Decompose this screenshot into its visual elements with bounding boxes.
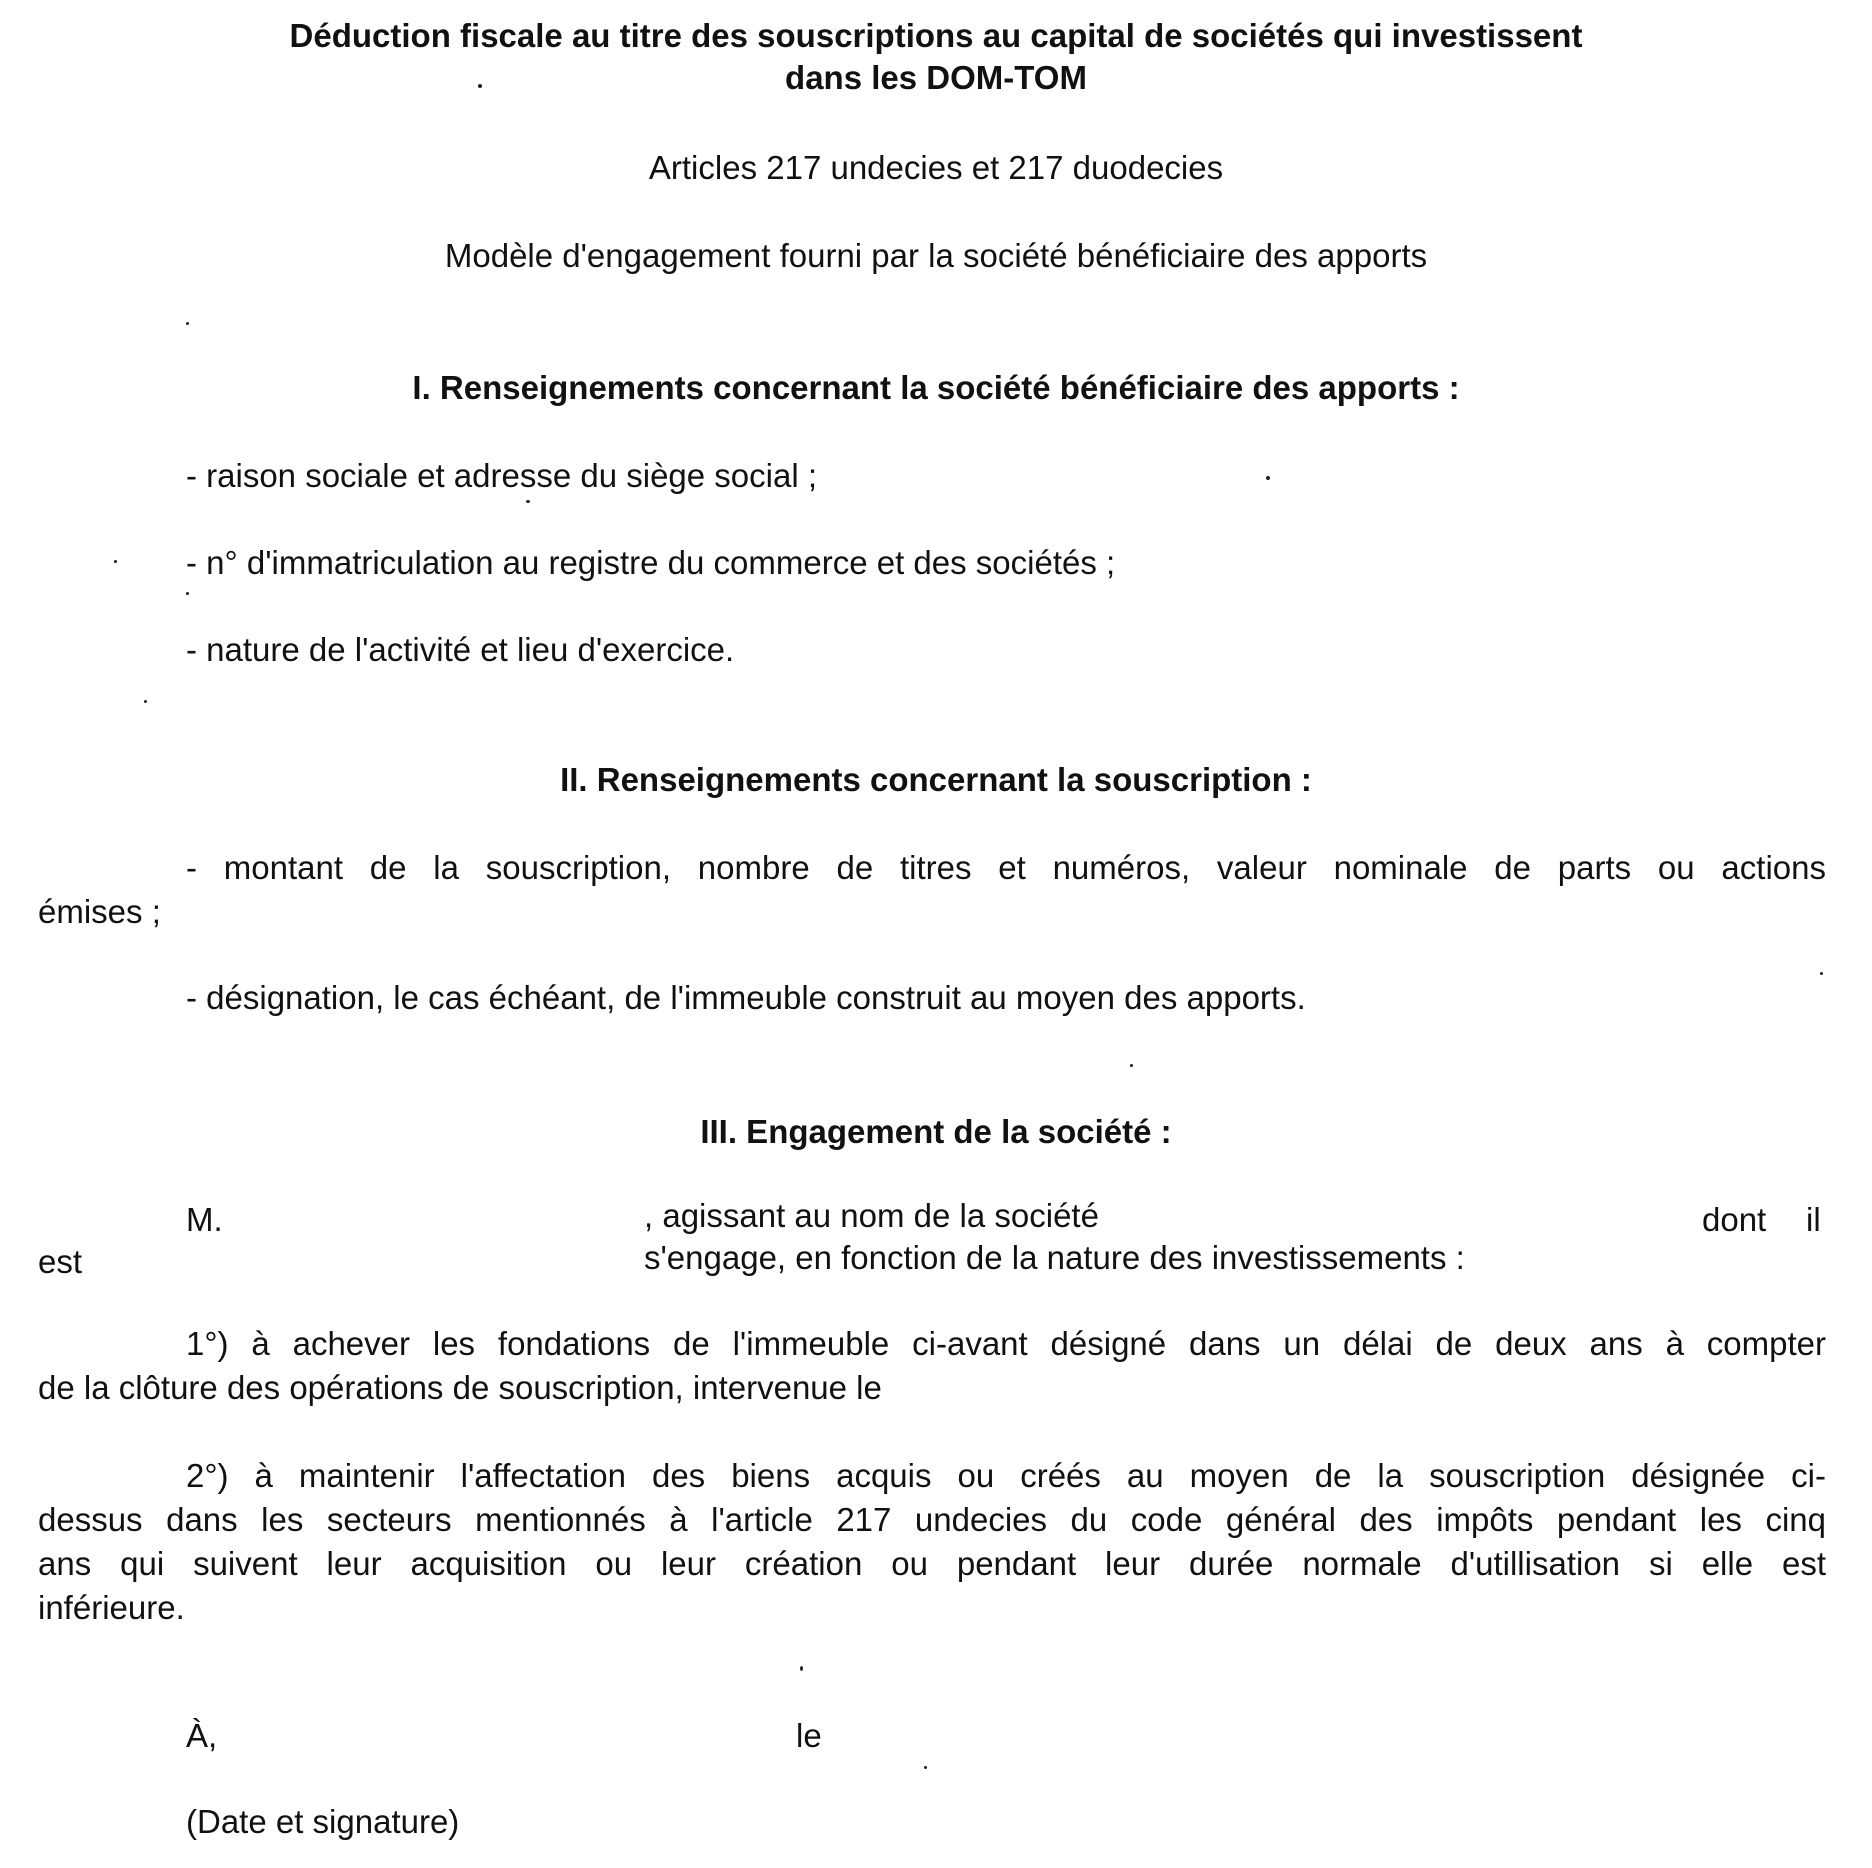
document-title-line2: dans les DOM-TOM: [785, 59, 1087, 96]
section2-item-amount-line1: - montant de la souscription, nombre de titres et numéros, valeur nominale de parts ou actions: [186, 849, 1826, 886]
scan-speck: [186, 322, 189, 325]
scan-speck: [186, 592, 189, 595]
engagement-dont-text: dont: [1702, 1201, 1767, 1238]
section1-item-registration: - n° d'immatriculation au registre du commerce et des sociétés ;: [186, 544, 1116, 581]
engagement-commits-text: s'engage, en fonction de la nature des investissements :: [644, 1239, 1465, 1276]
section2-item-building: - désignation, le cas échéant, de l'immeuble construit au moyen des apports.: [186, 979, 1306, 1016]
section1-item-activity: - nature de l'activité et lieu d'exercice.: [186, 631, 735, 668]
scan-speck: [924, 1766, 927, 1769]
articles-reference: Articles 217 undecies et 217 duodecies: [648, 149, 1224, 186]
signature-caption: (Date et signature): [186, 1803, 460, 1840]
scan-speck: [144, 700, 147, 703]
scan-speck: [1266, 476, 1270, 480]
section2-heading: II. Renseignements concernant la souscription :: [560, 761, 1312, 798]
scan-speck: [114, 560, 117, 563]
model-note: Modèle d'engagement fourni par la société bénéficiaire des apports: [444, 237, 1428, 274]
scan-speck: [526, 500, 530, 503]
engagement-il-text: il: [1806, 1201, 1821, 1238]
point1-line2: de la clôture des opérations de souscription, intervenue le: [38, 1369, 882, 1406]
section3-heading: III. Engagement de la société :: [700, 1113, 1172, 1150]
section2-item-amount-line2: émises ;: [38, 893, 161, 930]
point2-line2: dessus dans les secteurs mentionnés à l'article 217 undecies du code général des impôts pendant les cinq: [38, 1501, 1826, 1538]
section1-item-company: - raison sociale et adresse du siège social ;: [186, 457, 817, 494]
signature-date: le: [796, 1717, 822, 1754]
engagement-m-label: M.: [186, 1201, 223, 1238]
point2-line3: ans qui suivent leur acquisition ou leur création ou pendant leur durée normale d'utillisation si elle est: [38, 1545, 1826, 1582]
scan-speck: [1820, 972, 1823, 975]
signature-place: À,: [186, 1717, 218, 1754]
document-title-line1: Déduction fiscale au titre des souscriptions au capital de sociétés qui investissent: [289, 17, 1583, 54]
scan-speck: [800, 1666, 803, 1671]
point2-line4: inférieure.: [38, 1589, 185, 1626]
scan-speck: [478, 84, 482, 88]
point1-line1: 1°) à achever les fondations de l'immeuble ci-avant désigné dans un délai de deux ans à compter: [186, 1325, 1826, 1362]
scan-speck: [1130, 1064, 1133, 1067]
engagement-est-text: est: [38, 1243, 83, 1280]
point2-line1: 2°) à maintenir l'affectation des biens acquis ou créés au moyen de la souscription désignée ci-: [186, 1457, 1826, 1494]
engagement-acting-text: , agissant au nom de la société: [644, 1197, 1099, 1234]
section1-heading: I. Renseignements concernant la société bénéficiaire des apports :: [412, 369, 1460, 406]
